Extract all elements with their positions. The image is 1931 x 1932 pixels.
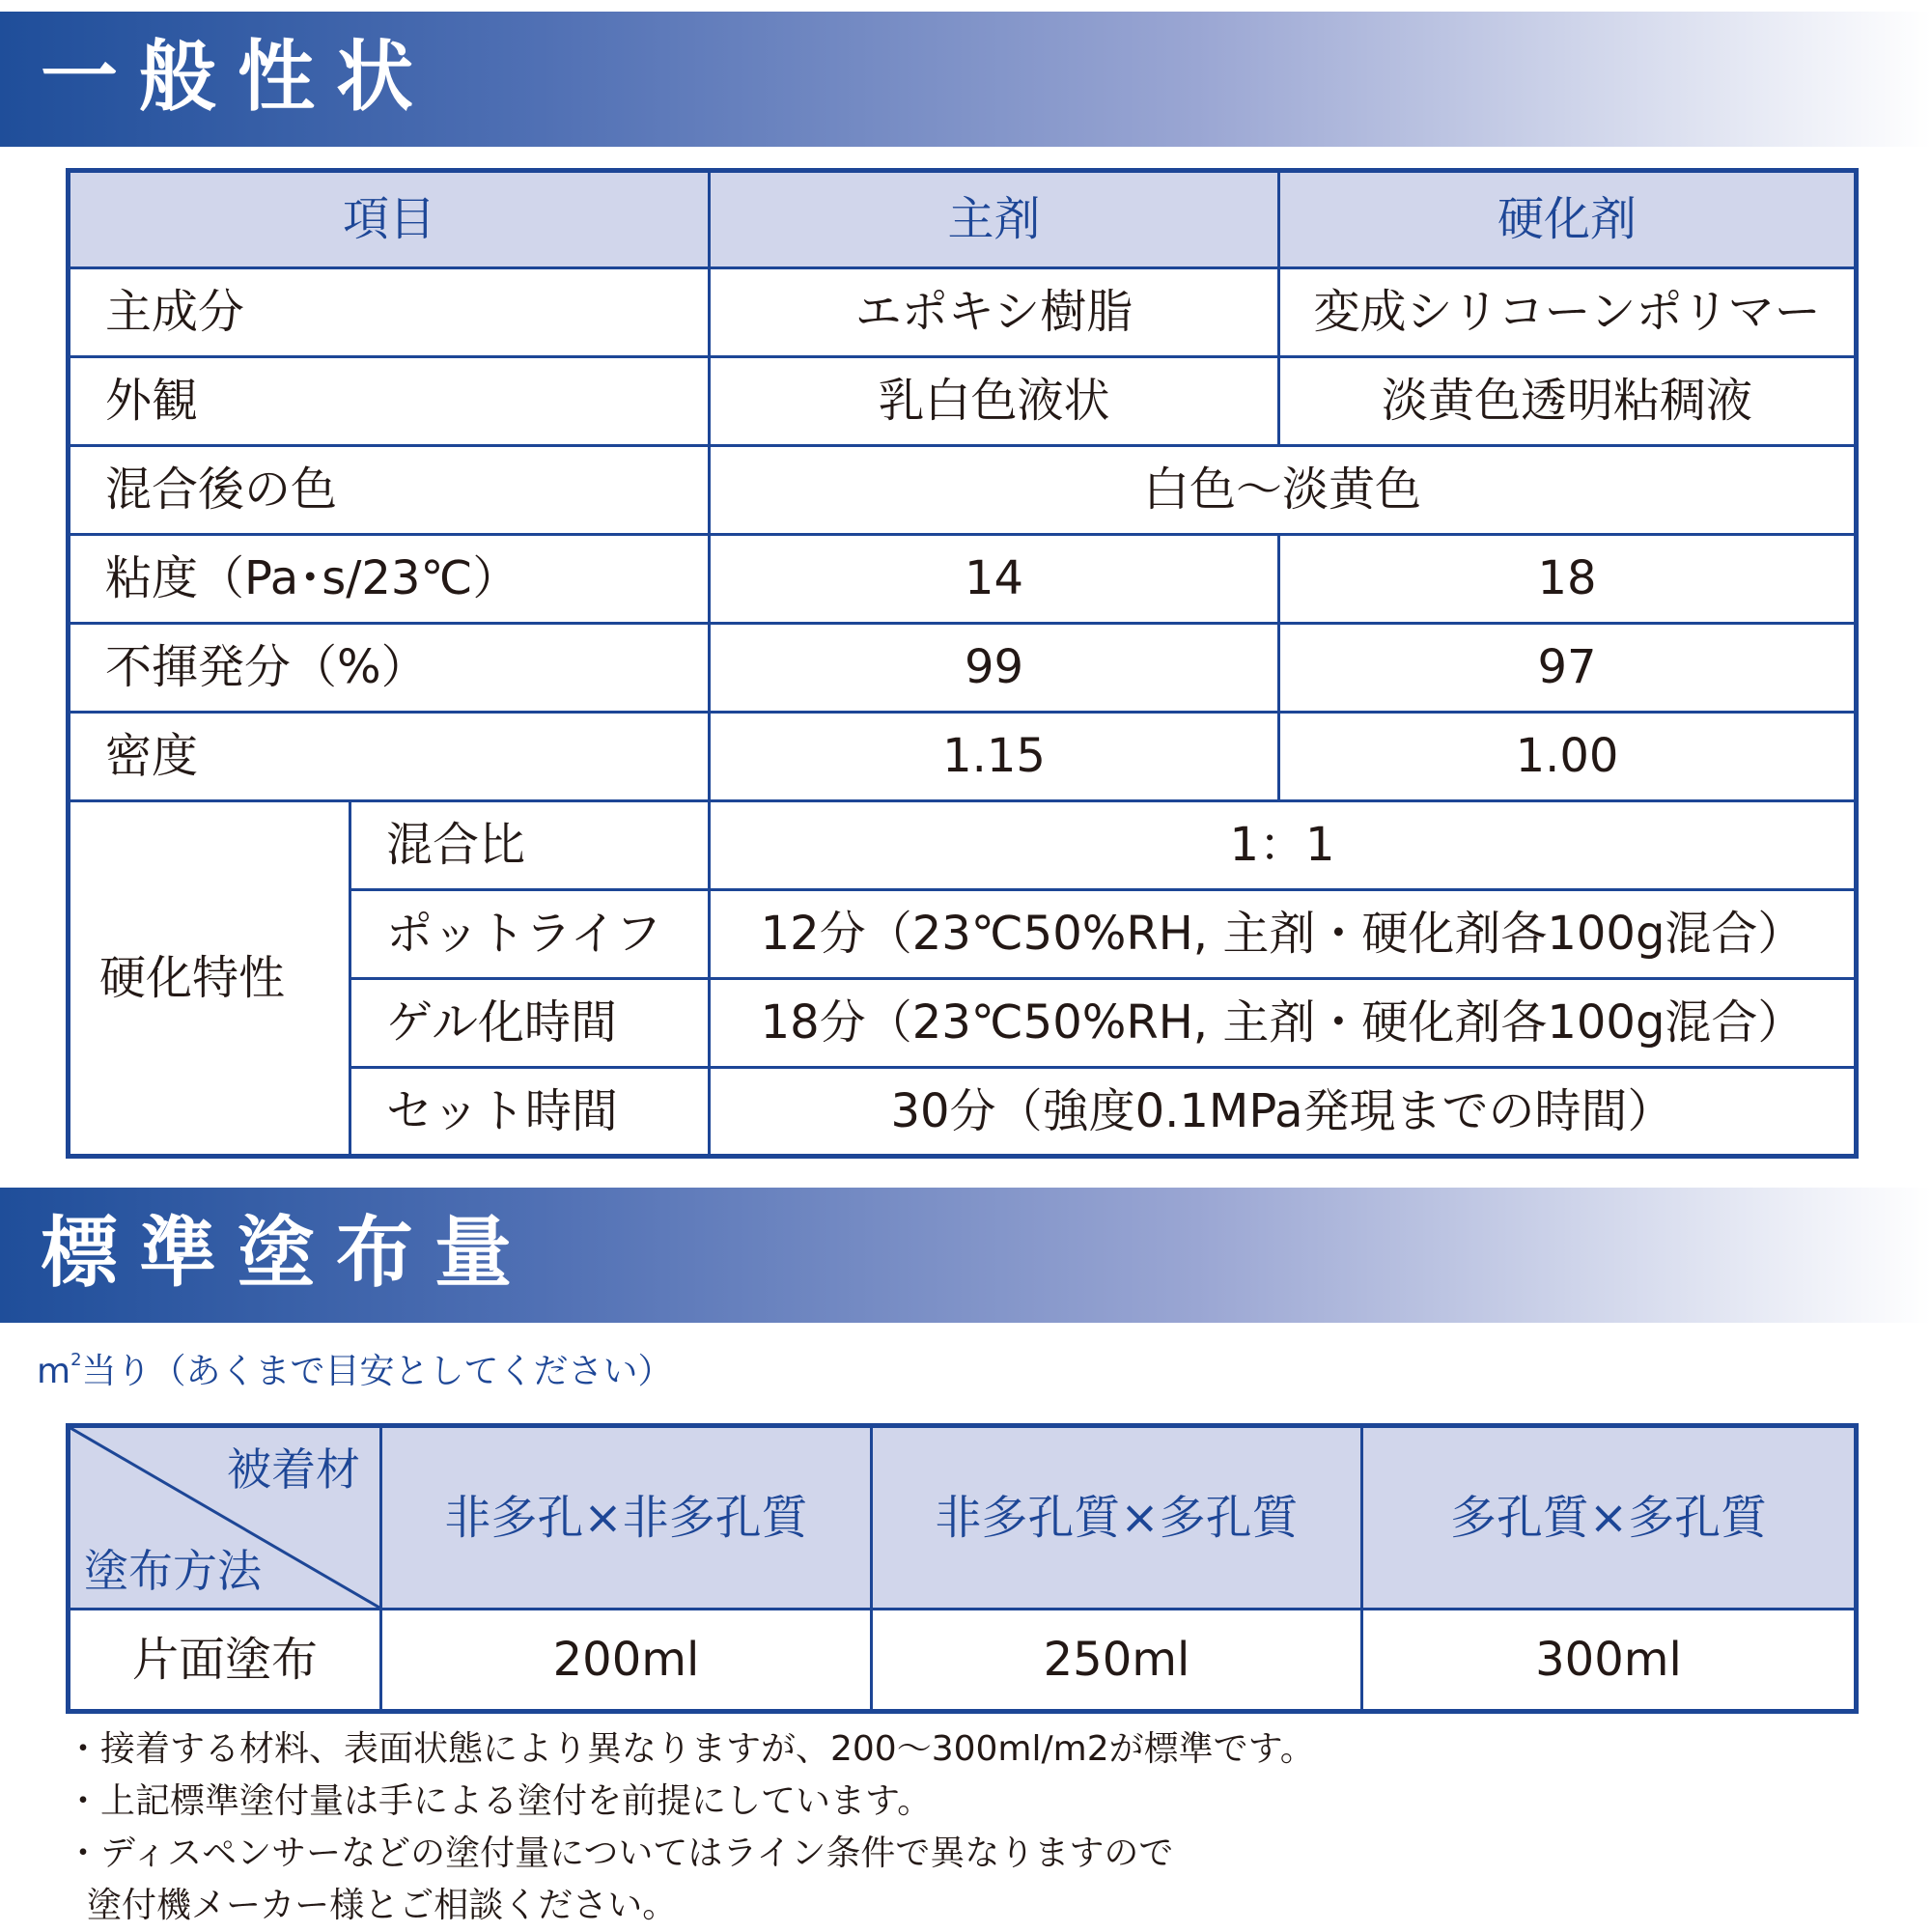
pot-life-value: 12分（23℃50%RH, 主剤・硬化剤各100g混合） — [710, 890, 1857, 979]
density-main: 1.15 — [710, 713, 1279, 801]
table-row — [69, 713, 1857, 801]
general-properties-table — [66, 168, 1859, 1159]
row-label-appearance: 外観 — [69, 357, 710, 446]
unit-note-rest: 当り（あくまで目安としてください） — [81, 1352, 673, 1391]
table-row — [69, 357, 1857, 446]
table-header-row — [69, 171, 1857, 268]
header-substrate-col-1: 非多孔×非多孔質 — [381, 1426, 872, 1610]
table-row — [69, 624, 1857, 713]
table-row — [69, 1610, 1857, 1712]
table-header-row — [69, 1426, 1857, 1610]
corner-label-method: 塗布方法 — [84, 1545, 262, 1598]
unit-note-main: m — [37, 1352, 71, 1391]
section-title: 一般性状 — [41, 32, 434, 122]
viscosity-hardener: 18 — [1279, 535, 1857, 624]
gel-time-value: 18分（23℃50%RH, 主剤・硬化剤各100g混合） — [710, 979, 1857, 1068]
list-item: ・ディスペンサーなどの塗付量についてはライン条件で異なりますので — [66, 1834, 1174, 1873]
viscosity-main: 14 — [710, 535, 1279, 624]
row-label-mix-ratio: 混合比 — [350, 801, 710, 890]
standard-coverage-table — [66, 1423, 1859, 1714]
header-substrate-col-2: 非多孔質×多孔質 — [872, 1426, 1362, 1610]
corner-label-substrate: 被着材 — [227, 1443, 360, 1496]
header-item: 項目 — [69, 171, 710, 268]
notes-list — [66, 1723, 1315, 1932]
row-label-component: 主成分 — [69, 268, 710, 357]
section-title: 標準塗布量 — [41, 1208, 533, 1298]
header-substrate-col-3: 多孔質×多孔質 — [1362, 1426, 1857, 1610]
row-label-set-time: セット時間 — [350, 1068, 710, 1157]
row-label-density: 密度 — [69, 713, 710, 801]
appearance-main: 乳白色液状 — [710, 357, 1279, 446]
row-label-viscosity: 粘度（Pa･s/23℃） — [69, 535, 710, 624]
nonvolatile-main: 99 — [710, 624, 1279, 713]
mixed-color-value: 白色～淡黄色 — [710, 446, 1857, 535]
coverage-value-1: 200ml — [381, 1610, 872, 1712]
set-time-value: 30分（強度0.1MPa発現までの時間） — [710, 1068, 1857, 1157]
unit-note — [37, 1344, 673, 1393]
row-label-single-side: 片面塗布 — [69, 1610, 381, 1712]
row-label-nonvolatile: 不揮発分（%） — [69, 624, 710, 713]
row-label-gel-time: ゲル化時間 — [350, 979, 710, 1068]
row-label-mixed-color: 混合後の色 — [69, 446, 710, 535]
header-hardener: 硬化剤 — [1279, 171, 1857, 268]
nonvolatile-hardener: 97 — [1279, 624, 1857, 713]
header-main-agent: 主剤 — [710, 171, 1279, 268]
list-item: ・接着する材料、表面状態により異なりますが、200～300ml/m2が標準です。 — [66, 1729, 1315, 1769]
unit-note-superscript: 2 — [70, 1350, 82, 1370]
coverage-value-3: 300ml — [1362, 1610, 1857, 1712]
row-label-pot-life: ポットライフ — [350, 890, 710, 979]
component-main: エポキシ樹脂 — [710, 268, 1279, 357]
component-hardener: 変成シリコーンポリマー — [1279, 268, 1857, 357]
table-row — [69, 268, 1857, 357]
list-item: ・上記標準塗付量は手による塗付を前提にしています。 — [66, 1781, 933, 1821]
table-row — [69, 535, 1857, 624]
list-item: 塗付機メーカー様とご相談ください。 — [87, 1886, 678, 1925]
table-row — [69, 446, 1857, 535]
coverage-value-2: 250ml — [872, 1610, 1362, 1712]
section-banner-general-properties — [0, 12, 1931, 147]
density-hardener: 1.00 — [1279, 713, 1857, 801]
section-banner-standard-coverage — [0, 1188, 1931, 1323]
mix-ratio-value: 1：1 — [710, 801, 1857, 890]
corner-header-cell — [69, 1426, 381, 1610]
table-row — [69, 801, 1857, 890]
row-label-curing-group: 硬化特性 — [69, 801, 350, 1157]
appearance-hardener: 淡黄色透明粘稠液 — [1279, 357, 1857, 446]
